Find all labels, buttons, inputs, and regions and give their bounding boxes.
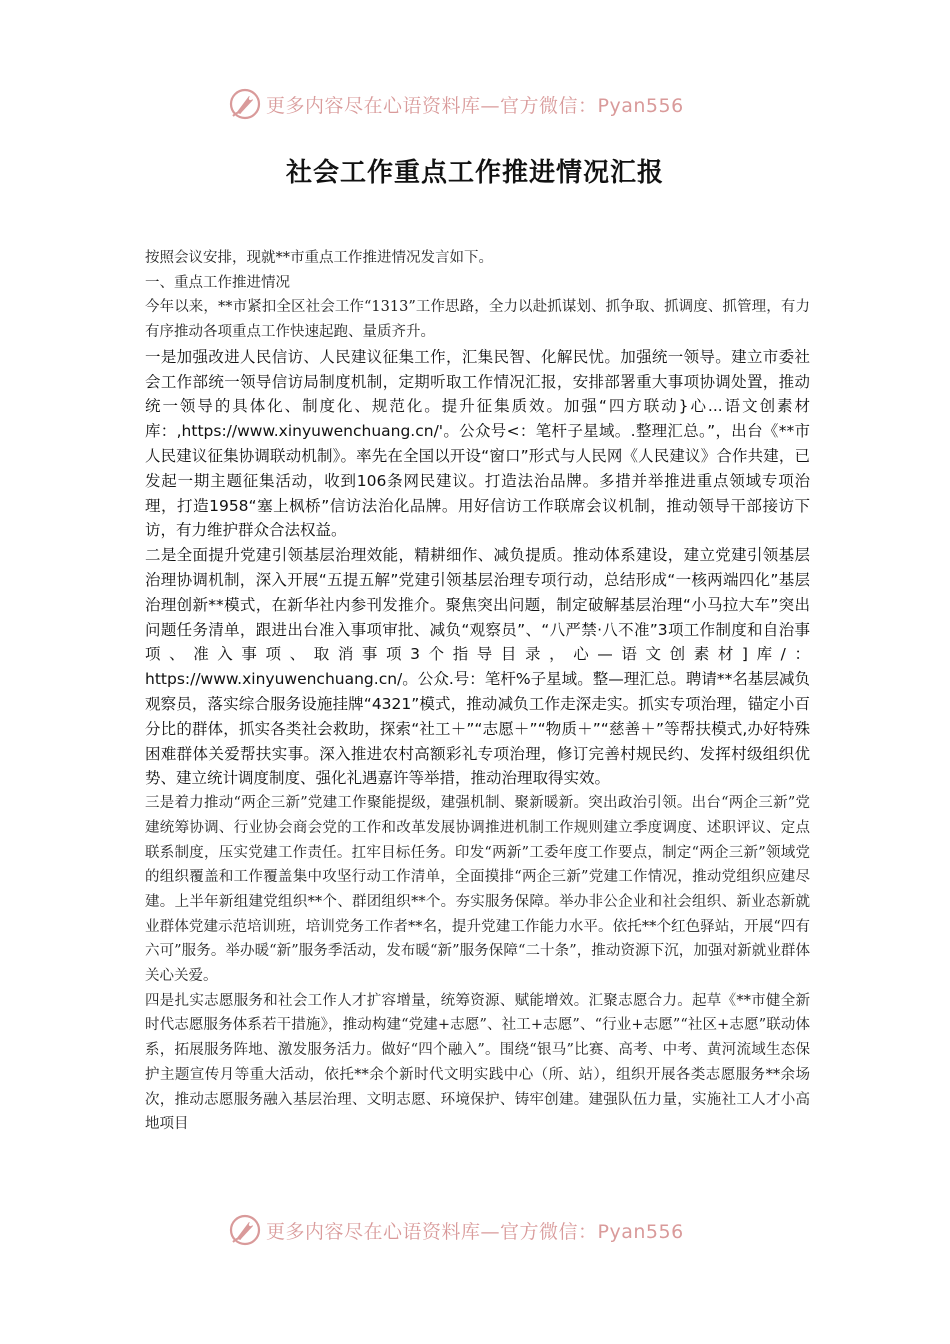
watermark-text: 更多内容尽在心语资料库—官方微信：Pyan556 bbox=[266, 94, 684, 117]
paragraph-item-1: 一是加强改进人民信访、人民建议征集工作，汇集民智、化解民忧。加强统一领导。建立市委社会工作部统一领导信访局制度机制，定期听取工作情况汇报，安排部署重大事项协调处置，推动统一领导的具体化、制度化、规范化。提升征集质效。加强“四方联动}心...语文创素材库：,https://www.xinyuwenchuang.cn/'。公众号<：笔杆子星域。.整理汇总。”，出台《**市人民建议征集协调联动机制》。率先在全国以开设“窗口”形式与人民网《人民建议》合作共建，已发起一期主题征集活动，收到106条网民建议。打造法治品牌。多措并举推进重点领域专项治理，打造1958“塞上枫桥”信访法治化品牌。用好信访工作联席会议机制，推动领导干部接访下访，有力维护群众合法权益。 bbox=[145, 347, 810, 540]
watermark-banner-top bbox=[228, 86, 684, 122]
paragraph-item-2: 二是全面提升党建引领基层治理效能，精耕细作、减负提质。推动体系建设，建立党建引领基层治理协调机制，深入开展“五提五解”党建引领基层治理专项行动，总结形成“一核两端四化”基层治理创新**模式，在新华社内参刊发推介。聚焦突出问题，制定破解基层治理“小马拉大车”突出问题任务清单，跟进出台准入事项审批、减负“观察员”、“八严禁·八不准”3项工作制度和自治事项、准入事项、取消事项3个指导目录，心—语文创素材]库/：https://www.xinyuwenchuang.cn/。公众.号：笔杆%子星域。整—理汇总。聘请**名基层减负观察员，落实综合服务设施挂牌“4321”模式，推动减负工作走深走实。抓实专项治理，锚定小百分比的群体，抓实各类社会救助，探索“社工＋”“志愿＋”“物质＋”“慈善＋”等帮扶模式,办好特殊困难群体关爱帮扶实事。深入推进农村高额彩礼专项治理，修订完善村规民约、发挥村级组织优势、建立统计调度制度、强化礼遇嘉许等举措，推动治理取得实效。 bbox=[145, 546, 810, 788]
watermark-banner-bottom bbox=[228, 1212, 684, 1248]
paragraph-overview: 今年以来，**市紧扣全区社会工作“1313”工作思路，全力以赴抓谋划、抓争取、抓调度、抓管理，有力有序推动各项重点工作快速起跑、量质齐升。 bbox=[145, 299, 810, 341]
pen-nib-circle-icon bbox=[228, 87, 262, 121]
paragraph-item-4: 四是扎实志愿服务和社会工作人才扩容增量，统筹资源、赋能增效。汇聚志愿合力。起草《**市健全新时代志愿服务体系若干措施》，推动构建“党建+志愿”、社工+志愿”、“行业+志愿”“社区+志愿”联动体系，拓展服务阵地、激发服务活力。做好“四个融入”。围绕“银马”比赛、高考、中考、黄河流域生态保护主题宣传月等重大活动，依托**余个新时代文明实践中心（所、站），组织开展各类志愿服务**余场次，推动志愿服务融入基层治理、文明志愿、环境保护、铸牢创建。建强队伍力量，实施社工人才小高地项目 bbox=[145, 992, 810, 1133]
paragraph-item-3: 三是着力推动“两企三新”党建工作聚能提级，建强机制、聚新暖新。突出政治引领。出台“两企三新”党建统筹协调、行业协会商会党的工作和改革发展协调推进机制工作规则建立季度调度、述职评议、定点联系制度，压实党建工作责任。扛牢目标任务。印发“两新”工委年度工作要点，制定“两企三新”领域党的组织覆盖和工作覆盖集中攻坚行动工作清单，全面摸排“两企三新”党建工作情况，推动党组织应建尽建。上半年新组建党组织**个、群团组织**个。夯实服务保障。举办非公企业和社会组织、新业态新就业群体党建示范培训班，培训党务工作者**名，提升党建工作能力水平。依托**个红色驿站，开展“四有六可”服务。举办暖“新”服务季活动，发布暖“新”服务保障“二十条”，推动资源下沉，加强对新就业群体关心关爱。 bbox=[145, 795, 810, 985]
page-title: 社会工作重点工作推进情况汇报 bbox=[285, 158, 664, 188]
paragraph-intro: 按照会议安排，现就**市重点工作推进情况发言如下。 bbox=[145, 250, 493, 266]
watermark-text: 更多内容尽在心语资料库—官方微信：Pyan556 bbox=[266, 1220, 684, 1243]
document-body bbox=[145, 246, 810, 1137]
pen-nib-circle-icon bbox=[228, 1213, 262, 1247]
section-heading: 一、重点工作推进情况 bbox=[145, 274, 290, 291]
